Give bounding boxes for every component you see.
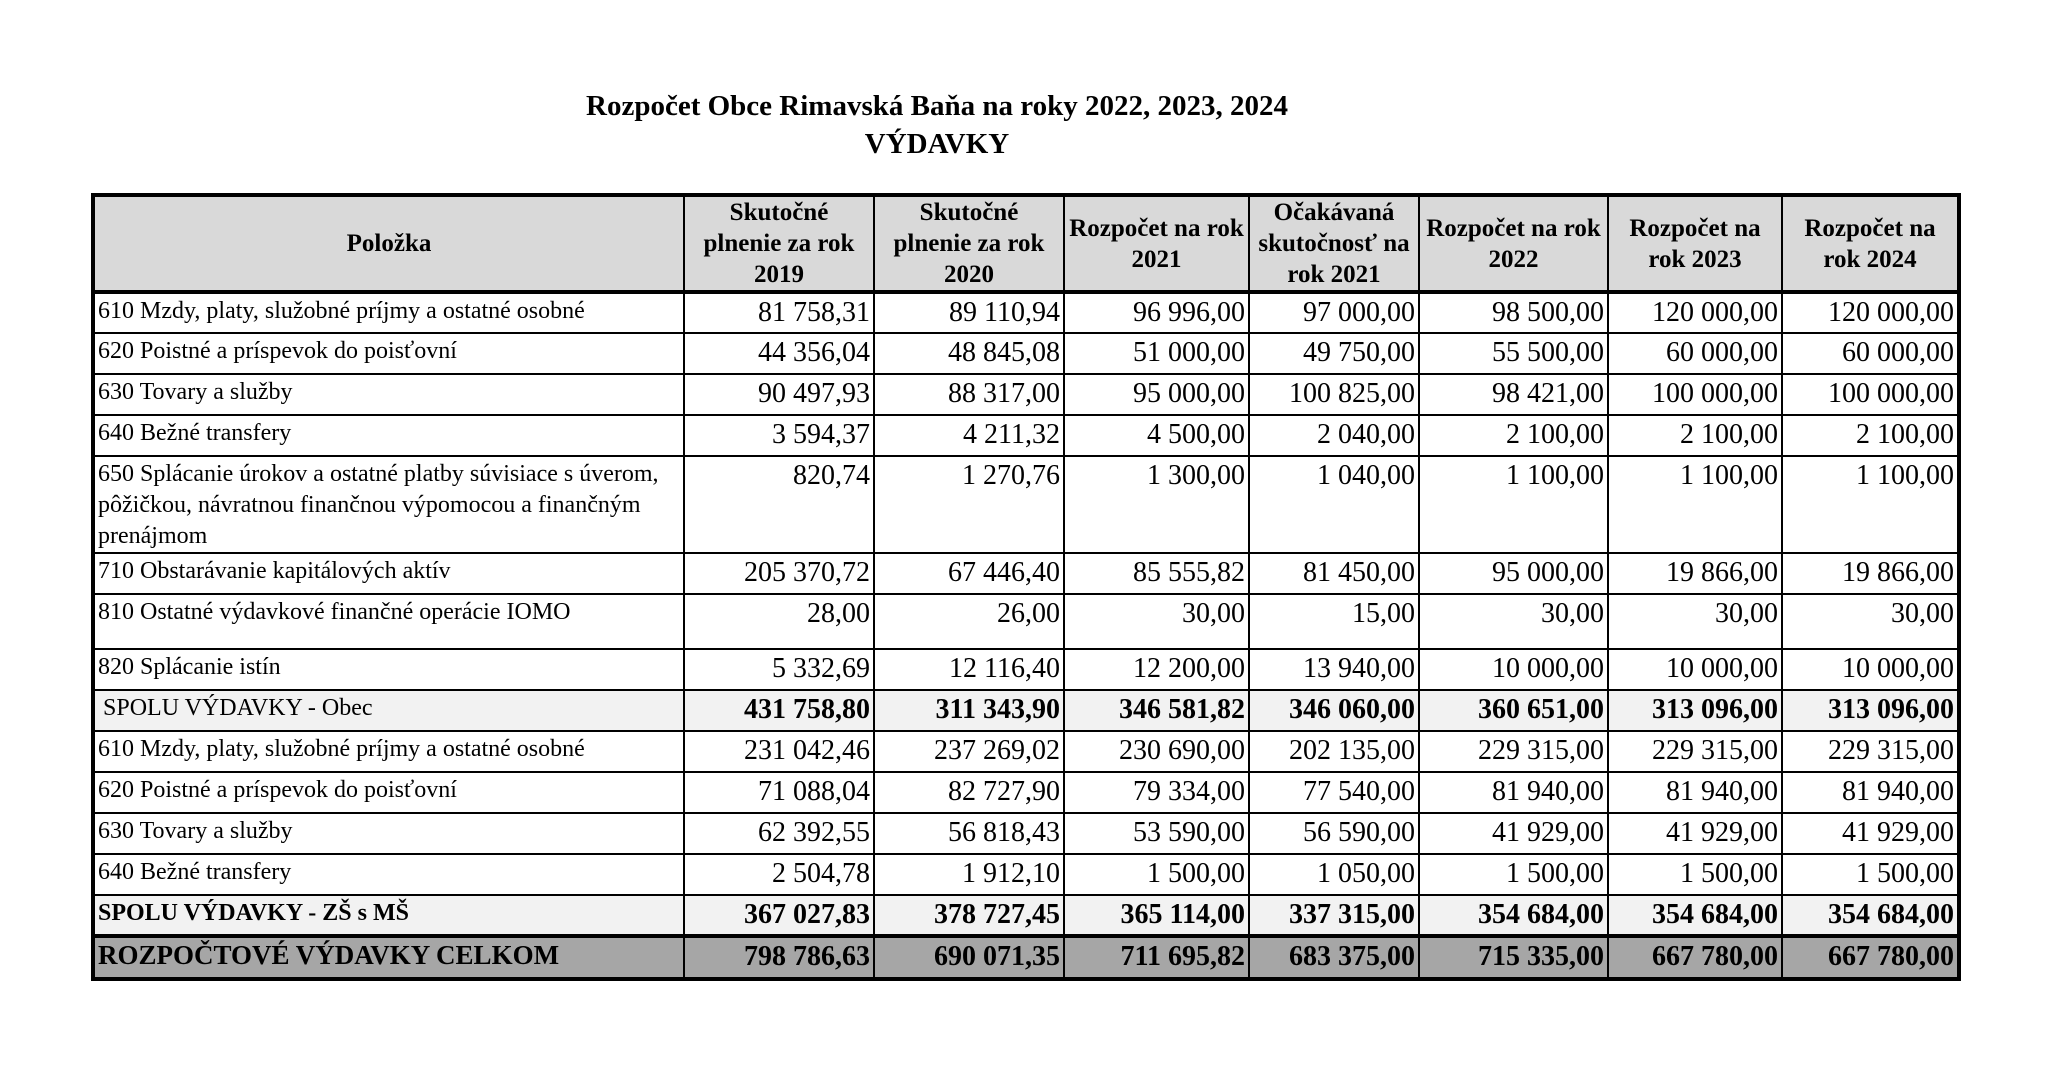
value-cell: 1 270,76	[874, 456, 1064, 553]
value-cell: 89 110,94	[874, 292, 1064, 333]
value-cell: 346 581,82	[1064, 690, 1249, 731]
row-label: 650 Splácanie úrokov a ostatné platby súvisiace s úverom, pôžičkou, návratnou finančnou výpomocou a finančným prenájmom	[93, 456, 684, 553]
value-cell: 97 000,00	[1249, 292, 1419, 333]
value-cell: 88 317,00	[874, 374, 1064, 415]
budget-expenditures-table	[91, 193, 1961, 981]
value-cell: 1 912,10	[874, 854, 1064, 895]
row-630-obec	[93, 374, 1959, 415]
value-cell: 205 370,72	[684, 553, 874, 594]
value-cell: 19 866,00	[1608, 553, 1782, 594]
value-cell: 53 590,00	[1064, 813, 1249, 854]
value-cell: 715 335,00	[1419, 936, 1608, 979]
table-header-row	[93, 195, 1959, 292]
value-cell: 30,00	[1608, 594, 1782, 649]
value-cell: 81 940,00	[1782, 772, 1959, 813]
row-label: 710 Obstarávanie kapitálových aktív	[93, 553, 684, 594]
value-cell: 230 690,00	[1064, 731, 1249, 772]
value-cell: 337 315,00	[1249, 895, 1419, 936]
value-cell: 67 446,40	[874, 553, 1064, 594]
value-cell: 711 695,82	[1064, 936, 1249, 979]
value-cell: 60 000,00	[1608, 333, 1782, 374]
value-cell: 79 334,00	[1064, 772, 1249, 813]
value-cell: 100 000,00	[1782, 374, 1959, 415]
value-cell: 202 135,00	[1249, 731, 1419, 772]
value-cell: 60 000,00	[1782, 333, 1959, 374]
row-subtotal-zs	[93, 895, 1959, 936]
value-cell: 667 780,00	[1608, 936, 1782, 979]
value-cell: 683 375,00	[1249, 936, 1419, 979]
value-cell: 1 500,00	[1608, 854, 1782, 895]
value-cell: 1 040,00	[1249, 456, 1419, 553]
value-cell: 1 500,00	[1419, 854, 1608, 895]
header-actual-2019: Skutočné plnenie za rok 2019	[684, 195, 874, 292]
value-cell: 231 042,46	[684, 731, 874, 772]
row-640-zs	[93, 854, 1959, 895]
value-cell: 311 343,90	[874, 690, 1064, 731]
value-cell: 229 315,00	[1608, 731, 1782, 772]
value-cell: 313 096,00	[1608, 690, 1782, 731]
value-cell: 2 100,00	[1782, 415, 1959, 456]
header-actual-2020: Skutočné plnenie za rok 2020	[874, 195, 1064, 292]
value-cell: 1 100,00	[1419, 456, 1608, 553]
value-cell: 10 000,00	[1419, 649, 1608, 690]
value-cell: 1 050,00	[1249, 854, 1419, 895]
value-cell: 30,00	[1064, 594, 1249, 649]
value-cell: 667 780,00	[1782, 936, 1959, 979]
row-label: SPOLU VÝDAVKY - Obec	[93, 690, 684, 731]
document-subtitle: VÝDAVKY	[864, 128, 1010, 160]
row-label: SPOLU VÝDAVKY - ZŠ s MŠ	[93, 895, 684, 936]
row-620-obec	[93, 333, 1959, 374]
row-640-obec	[93, 415, 1959, 456]
value-cell: 1 300,00	[1064, 456, 1249, 553]
value-cell: 10 000,00	[1608, 649, 1782, 690]
value-cell: 1 500,00	[1064, 854, 1249, 895]
row-label: 640 Bežné transfery	[93, 415, 684, 456]
value-cell: 85 555,82	[1064, 553, 1249, 594]
row-label: 620 Poistné a príspevok do poisťovní	[93, 772, 684, 813]
value-cell: 346 060,00	[1249, 690, 1419, 731]
value-cell: 4 211,32	[874, 415, 1064, 456]
row-820-obec	[93, 649, 1959, 690]
value-cell: 313 096,00	[1782, 690, 1959, 731]
value-cell: 360 651,00	[1419, 690, 1608, 731]
row-label: 810 Ostatné výdavkové finančné operácie IOMO	[93, 594, 684, 649]
header-budget-2021: Rozpočet na rok 2021	[1064, 195, 1249, 292]
header-expected-2021: Očakávaná skutočnosť na rok 2021	[1249, 195, 1419, 292]
value-cell: 77 540,00	[1249, 772, 1419, 813]
row-subtotal-obec	[93, 690, 1959, 731]
value-cell: 798 786,63	[684, 936, 874, 979]
row-label: 620 Poistné a príspevok do poisťovní	[93, 333, 684, 374]
value-cell: 1 100,00	[1782, 456, 1959, 553]
value-cell: 71 088,04	[684, 772, 874, 813]
value-cell: 95 000,00	[1419, 553, 1608, 594]
row-710-obec	[93, 553, 1959, 594]
value-cell: 378 727,45	[874, 895, 1064, 936]
value-cell: 1 100,00	[1608, 456, 1782, 553]
value-cell: 354 684,00	[1782, 895, 1959, 936]
value-cell: 41 929,00	[1782, 813, 1959, 854]
value-cell: 28,00	[684, 594, 874, 649]
value-cell: 3 594,37	[684, 415, 874, 456]
value-cell: 10 000,00	[1782, 649, 1959, 690]
row-label: 610 Mzdy, platy, služobné príjmy a ostatné osobné	[93, 292, 684, 333]
value-cell: 98 421,00	[1419, 374, 1608, 415]
value-cell: 2 504,78	[684, 854, 874, 895]
value-cell: 2 100,00	[1608, 415, 1782, 456]
row-grand-total	[93, 936, 1959, 979]
row-630-zs	[93, 813, 1959, 854]
value-cell: 237 269,02	[874, 731, 1064, 772]
value-cell: 49 750,00	[1249, 333, 1419, 374]
value-cell: 13 940,00	[1249, 649, 1419, 690]
value-cell: 100 825,00	[1249, 374, 1419, 415]
value-cell: 820,74	[684, 456, 874, 553]
row-610-zs	[93, 731, 1959, 772]
value-cell: 5 332,69	[684, 649, 874, 690]
header-budget-2022: Rozpočet na rok 2022	[1419, 195, 1608, 292]
value-cell: 81 758,31	[684, 292, 874, 333]
row-label: 630 Tovary a služby	[93, 813, 684, 854]
value-cell: 98 500,00	[1419, 292, 1608, 333]
value-cell: 4 500,00	[1064, 415, 1249, 456]
value-cell: 100 000,00	[1608, 374, 1782, 415]
value-cell: 48 845,08	[874, 333, 1064, 374]
value-cell: 81 450,00	[1249, 553, 1419, 594]
row-610-obec	[93, 292, 1959, 333]
value-cell: 95 000,00	[1064, 374, 1249, 415]
value-cell: 15,00	[1249, 594, 1419, 649]
value-cell: 56 590,00	[1249, 813, 1419, 854]
header-budget-2023: Rozpočet na rok 2023	[1608, 195, 1782, 292]
value-cell: 367 027,83	[684, 895, 874, 936]
value-cell: 51 000,00	[1064, 333, 1249, 374]
header-polozka: Položka	[93, 195, 684, 292]
value-cell: 26,00	[874, 594, 1064, 649]
value-cell: 44 356,04	[684, 333, 874, 374]
row-620-zs	[93, 772, 1959, 813]
header-budget-2024: Rozpočet na rok 2024	[1782, 195, 1959, 292]
value-cell: 354 684,00	[1608, 895, 1782, 936]
value-cell: 229 315,00	[1419, 731, 1608, 772]
row-650-obec	[93, 456, 1959, 553]
row-810-obec	[93, 594, 1959, 649]
value-cell: 56 818,43	[874, 813, 1064, 854]
row-label: 630 Tovary a služby	[93, 374, 684, 415]
value-cell: 82 727,90	[874, 772, 1064, 813]
row-label: ROZPOČTOVÉ VÝDAVKY CELKOM	[93, 936, 684, 979]
value-cell: 62 392,55	[684, 813, 874, 854]
value-cell: 1 500,00	[1782, 854, 1959, 895]
value-cell: 81 940,00	[1419, 772, 1608, 813]
document-title: Rozpočet Obce Rimavská Baňa na roky 2022, 2023, 2024	[586, 90, 1288, 122]
value-cell: 41 929,00	[1608, 813, 1782, 854]
value-cell: 431 758,80	[684, 690, 874, 731]
value-cell: 81 940,00	[1608, 772, 1782, 813]
value-cell: 30,00	[1782, 594, 1959, 649]
value-cell: 2 100,00	[1419, 415, 1608, 456]
value-cell: 12 116,40	[874, 649, 1064, 690]
value-cell: 90 497,93	[684, 374, 874, 415]
value-cell: 120 000,00	[1608, 292, 1782, 333]
value-cell: 19 866,00	[1782, 553, 1959, 594]
row-label: 820 Splácanie istín	[93, 649, 684, 690]
row-label: 610 Mzdy, platy, služobné príjmy a ostatné osobné	[93, 731, 684, 772]
value-cell: 30,00	[1419, 594, 1608, 649]
value-cell: 690 071,35	[874, 936, 1064, 979]
value-cell: 2 040,00	[1249, 415, 1419, 456]
value-cell: 229 315,00	[1782, 731, 1959, 772]
value-cell: 55 500,00	[1419, 333, 1608, 374]
value-cell: 365 114,00	[1064, 895, 1249, 936]
value-cell: 12 200,00	[1064, 649, 1249, 690]
value-cell: 354 684,00	[1419, 895, 1608, 936]
value-cell: 41 929,00	[1419, 813, 1608, 854]
row-label: 640 Bežné transfery	[93, 854, 684, 895]
value-cell: 120 000,00	[1782, 292, 1959, 333]
value-cell: 96 996,00	[1064, 292, 1249, 333]
